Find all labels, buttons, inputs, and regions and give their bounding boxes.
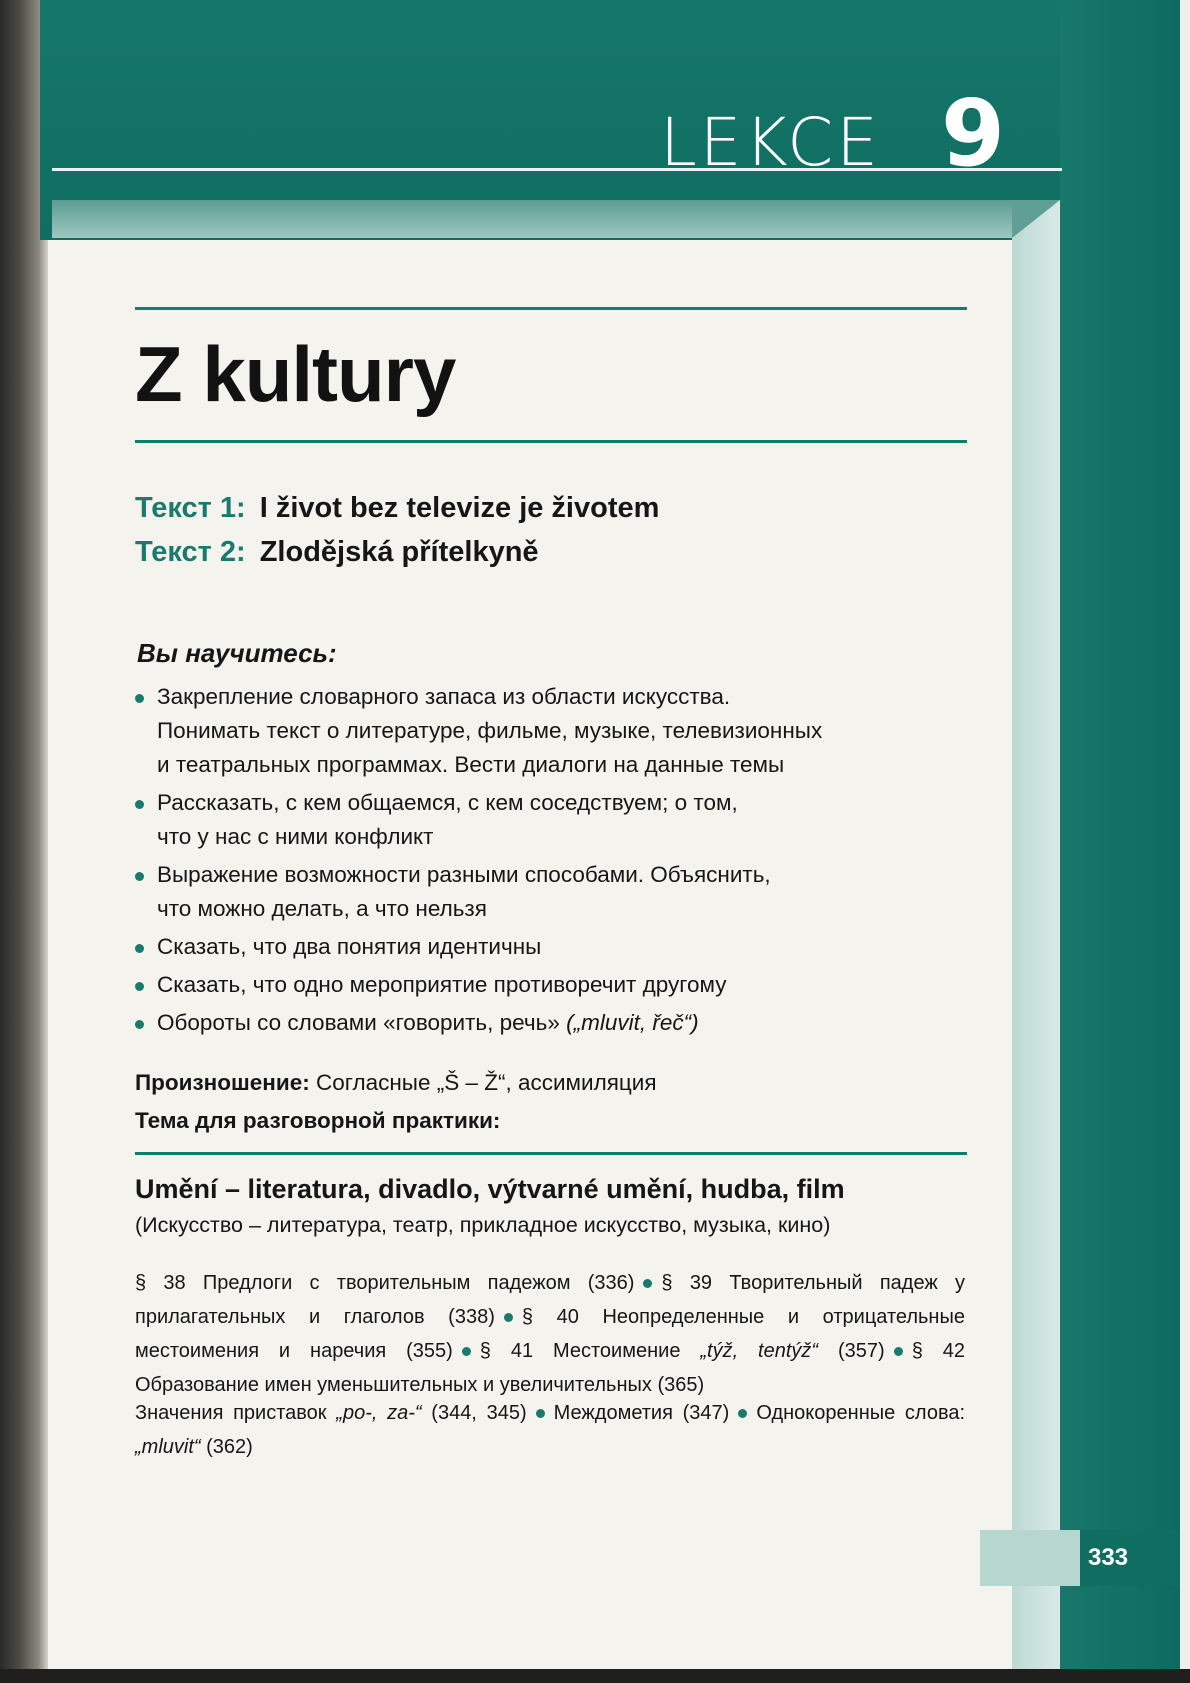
goal-text: Выражение возможности разными способами. Объяснить, <box>157 862 771 887</box>
grammar-item: § 41 Местоимение <box>479 1340 681 1362</box>
side-band <box>1060 0 1180 1669</box>
text-1 <box>135 494 659 523</box>
lesson-number: 9 <box>940 80 1005 187</box>
pronunciation <box>135 1066 657 1100</box>
grammar-topics <box>135 1266 965 1402</box>
goal-text: Обороты со словами «говорить, речь» <box>157 1010 560 1035</box>
bullet-icon <box>135 800 144 809</box>
goal-item <box>135 786 975 854</box>
misc-item: (362) <box>206 1436 253 1458</box>
bullet-icon <box>643 1279 652 1288</box>
pronunciation-label: Произношение: <box>135 1070 310 1095</box>
learn-heading: Вы научитесь: <box>137 638 337 668</box>
lesson-word: LEKCE <box>660 104 881 181</box>
page-number-tab-light <box>980 1530 1080 1586</box>
goal-text: что у нас с ними конфликт <box>157 824 434 849</box>
bevel-top <box>52 200 1060 238</box>
bullet-icon <box>462 1347 471 1356</box>
goal-text: Сказать, что два понятия идентичны <box>157 934 542 959</box>
text-2-label: Текст 2: <box>135 536 246 568</box>
text-2 <box>135 538 539 567</box>
bullet-icon <box>135 982 144 991</box>
misc-item: (344, 345) <box>431 1402 527 1424</box>
goal-text: Рассказать, с кем общаемся, с кем соседствуем; о том, <box>157 790 738 815</box>
text-1-title: I život bez televize je životem <box>259 492 660 524</box>
theme-title-cz: Umění – literatura, divadlo, výtvarné umění, hudba, film <box>135 1174 845 1204</box>
text-1-label: Текст 1: <box>135 492 246 524</box>
goal-item <box>135 1006 975 1040</box>
goal-item <box>135 858 975 926</box>
misc-item: Значения приставок <box>135 1402 327 1424</box>
misc-topics <box>135 1396 965 1464</box>
goal-item <box>135 680 975 782</box>
goal-text: Закрепление словарного запаса из области искусства. <box>157 684 731 709</box>
grammar-item-italic: „týž, tentýž“ <box>700 1340 819 1362</box>
bullet-icon <box>135 944 144 953</box>
grammar-item: § 38 Предлоги с творительным падежом (336) <box>135 1272 635 1294</box>
bullet-icon <box>135 872 144 881</box>
goal-item <box>135 930 975 964</box>
grammar-item: § 42 Образование имен уменьшительных и увеличительных (365) <box>135 1340 966 1396</box>
goal-text: и театральных программах. Вести диалоги на данные темы <box>157 752 785 777</box>
pronunciation-value: Согласные „Š – Ž“, ассимиляция <box>315 1070 657 1095</box>
conversation-topic-label: Тема для разговорной практики: <box>135 1108 501 1133</box>
misc-item-italic: „po-, za-“ <box>336 1402 422 1424</box>
goal-text: Сказать, что одно мероприятие противоречит другому <box>157 972 727 997</box>
bullet-icon <box>504 1313 513 1322</box>
bullet-icon <box>135 1020 144 1029</box>
goal-text: Понимать текст о литературе, фильме, музыке, телевизионных <box>157 718 823 743</box>
page-bottom-edge <box>0 1669 1190 1683</box>
bevel-right <box>1012 200 1060 1669</box>
title-top-rule <box>135 307 967 310</box>
theme-title-ru: (Искусство – литература, театр, прикладное искусство, музыка, кино) <box>135 1213 831 1237</box>
grammar-item: § 39 Творительный падеж у прилагательных и глаголов (338) <box>135 1272 966 1328</box>
goal-text-italic: („mluvit, řeč“) <box>566 1010 699 1035</box>
misc-item: Междометия (347) <box>553 1402 730 1424</box>
theme-rule <box>135 1152 967 1155</box>
lesson-heading <box>660 80 1005 187</box>
misc-item-italic: „mluvit“ <box>135 1436 201 1458</box>
goal-text: что можно делать, а что нельзя <box>157 896 487 921</box>
title-bottom-rule <box>135 440 967 443</box>
bullet-icon <box>536 1409 545 1418</box>
misc-item: Однокоренные слова: <box>756 1402 966 1424</box>
learning-goals <box>135 680 975 1044</box>
bullet-icon <box>738 1409 747 1418</box>
page-title: Z kultury <box>135 330 456 418</box>
text-2-title: Zlodějská přítelkyně <box>259 536 539 568</box>
goal-item <box>135 968 975 1002</box>
page-right-edge <box>1180 0 1190 1683</box>
grammar-item: § 40 Неопределенные и отрицательные местоимения и наречия (355) <box>135 1306 965 1362</box>
bullet-icon <box>135 694 144 703</box>
bullet-icon <box>894 1347 903 1356</box>
page-number: 333 <box>1088 1544 1129 1571</box>
book-spine <box>0 0 48 1683</box>
grammar-item: (357) <box>838 1340 885 1362</box>
